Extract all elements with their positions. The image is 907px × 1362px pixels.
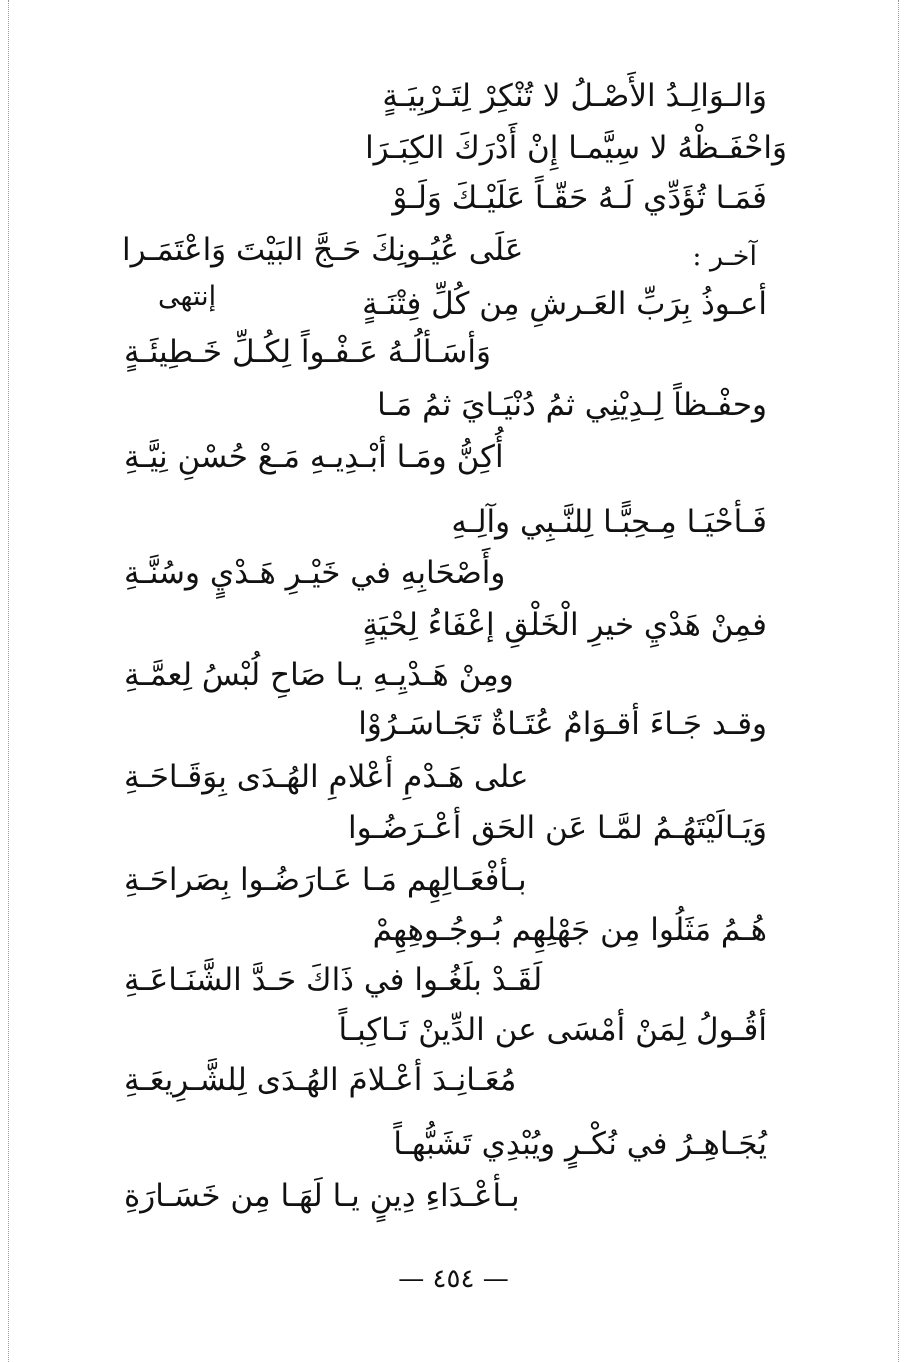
verse-8-second-hemistich: بـأفْعَـالِهِم مَـا عَـارَضُـوا بِصَراحَـةِ [124, 862, 527, 898]
verse-7-first-hemistich: وقـد جَـاءَ أقـوَامٌ عُتَـاةٌ تَجَـاسَـرُوْا [358, 706, 767, 742]
verse-2-first-hemistich: فَمَـا تُؤَدِّي لَـهُ حَقّـاً عَلَيْـكَ وَلَـوْ [392, 180, 767, 216]
verse-3-second-hemistich: وَأسَـألُـهُ عَـفْـواً لِكُـلِّ خَـطِيئَـةٍ [124, 334, 491, 370]
verse-5-second-hemistich: وأَصْحَابِهِ في خَيْـرِ هَـدْيٍ وسُنَّـةِ [124, 555, 506, 591]
verse-7-second-hemistich: على هَـدْمِ أعْلامِ الهُـدَى بِوَقَـاحَـةِ [124, 759, 529, 795]
verse-9-first-hemistich: هُـمُ مَثَلُوا مِن جَهْلِهِم بُـوجُـوهِهِمْ [372, 912, 767, 948]
verse-6-second-hemistich: ومِنْ هَـدْيِـهِ يـا صَاحِ لُبْسُ لِعمَّـةِ [124, 657, 514, 693]
verse-4-second-hemistich: أُكِنُّ ومَـا أبْـدِيـهِ مَـعْ حُسْنِ نِيَّـةِ [124, 439, 504, 475]
verse-3-first-hemistich: أعـوذُ بِرَبِّ العَـرشِ مِن كُلِّ فِتْنَـةٍ [362, 286, 767, 322]
verse-5-first-hemistich: فَـأحْيَـا مِـحِبًّـا لِلنَّـبِي وآلِـهِ [451, 504, 767, 540]
other-poet-label: آخـر : [692, 241, 757, 272]
verse-11-second-hemistich: بـأعْـدَاءِ دِينٍ يـا لَهَـا مِن خَسَـارَةِ [124, 1178, 520, 1214]
verse-9-second-hemistich: لَقَـدْ بلَغُـوا في ذَاكَ حَـدَّ الشَّنَـاعَـةِ [124, 962, 543, 998]
verse-10-second-hemistich: مُعَـانِـدَ أعْـلامَ الهُـدَى لِلشَّـرِيعَـةِ [124, 1062, 517, 1098]
verse-4-first-hemistich: وحفْـظاً لِـدِيْنِي ثمُ دُنْيَـايَ ثمُ مَـا [377, 387, 767, 423]
verse-6-first-hemistich: فمِنْ هَدْيِ خيرِ الْخَلْقِ إعْفَاءُ لِحْيَةٍ [362, 607, 767, 643]
verse-10-first-hemistich: أقُـولُ لِمَنْ أمْسَى عن الدِّينْ نَـاكِبـاً [338, 1012, 767, 1048]
verse-8-first-hemistich: وَيَـالَيْتَهُـمُ لمَّـا عَن الحَق أعْـرَضُـوا [348, 810, 767, 846]
ended-label: إنتهى [158, 281, 217, 312]
page-number: — ٤٥٤ — [398, 1264, 509, 1294]
verse-1-second-hemistich: وَاحْفَـظْهُ لا سِيَّمـا إِنْ أَدْرَكَ الكِبَـرَا [365, 130, 787, 166]
verse-11-first-hemistich: يُجَـاهِـرُ في نُكْـرٍ ويُبْدِي تَشَبُّهـاً [393, 1126, 767, 1162]
verse-2-second-hemistich: عَلَى عُيُـونِكَ حَـجَّ البَيْتَ وَاعْتَمَـرا [122, 232, 524, 268]
verse-1-first-hemistich: وَالـوَالِـدُ الأَصْـلُ لا تُنْكِرْ لِتَـرْبِيَـةٍ [382, 78, 767, 114]
